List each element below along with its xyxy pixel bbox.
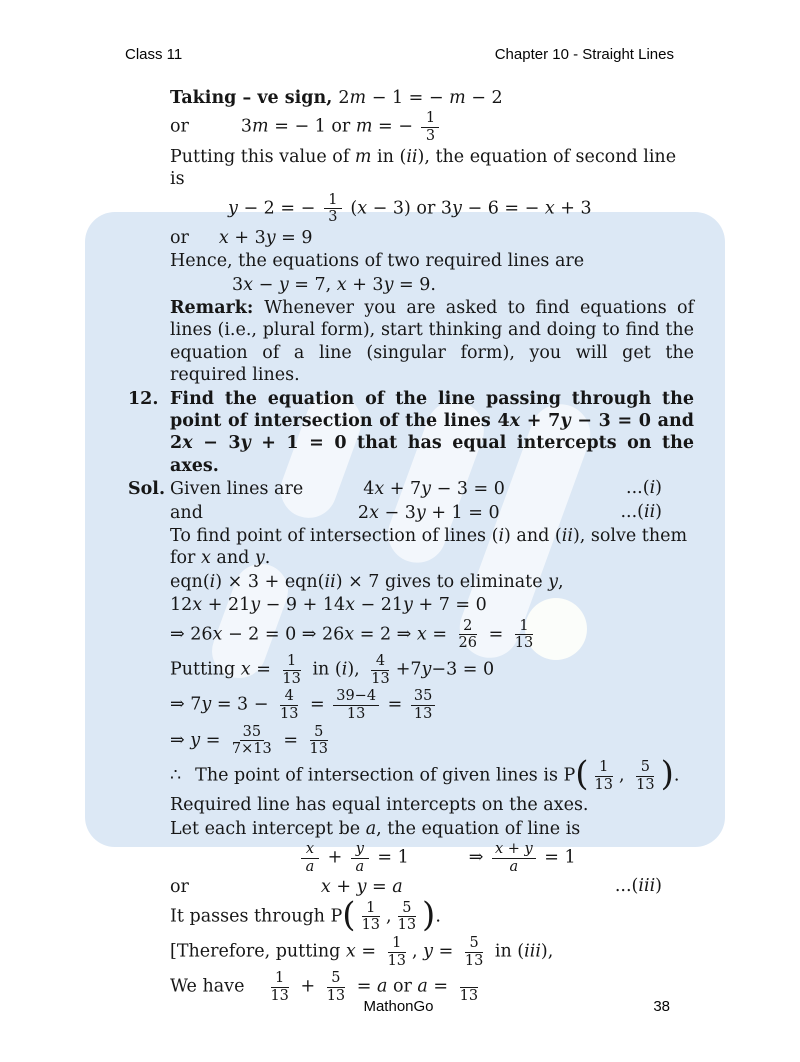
text-segment: ⇒ <box>468 847 489 868</box>
fraction-numerator: 1 <box>515 618 533 636</box>
fraction <box>456 618 480 652</box>
fraction-denominator: 13 <box>270 988 289 1005</box>
fraction <box>492 841 536 875</box>
text-segment: eqn( <box>170 571 210 592</box>
fraction <box>592 759 616 793</box>
fraction-denominator: 13 <box>464 952 484 969</box>
fraction-numerator: 35 <box>240 724 264 742</box>
text-segment: y <box>250 595 261 616</box>
text-segment: = <box>483 624 509 645</box>
text-segment: = 3 − <box>211 694 274 715</box>
text-segment: y <box>356 877 367 898</box>
text-segment: x <box>369 502 379 523</box>
fraction <box>277 688 301 722</box>
text-segment: y <box>240 433 251 454</box>
text-segment: 2 <box>338 88 350 108</box>
text-segment: ) × 7 gives to eliminate <box>335 571 549 592</box>
text-segment: x <box>416 624 427 645</box>
text-segment: Let each intercept be <box>170 818 366 839</box>
text-segment: in ( <box>371 146 407 167</box>
doc-line <box>128 227 694 249</box>
text-segment: ), the equation of second line is <box>170 146 677 190</box>
doc-line <box>128 894 694 935</box>
equation-number <box>615 875 662 897</box>
spacer <box>170 862 298 863</box>
text-segment: Taking – ve sign, <box>170 88 339 108</box>
fraction-denominator: 13 <box>387 952 407 969</box>
fraction-numerator: 1 <box>283 653 301 671</box>
text-segment: x <box>192 595 203 616</box>
text-segment: = <box>355 941 382 962</box>
doc-line <box>128 724 694 758</box>
text-segment: ⇒ <box>170 730 191 751</box>
fraction <box>395 900 419 934</box>
text-segment: ii <box>561 525 573 546</box>
text-segment: = − 1 or <box>268 117 356 138</box>
text-segment: x <box>357 198 368 219</box>
text-segment: ( <box>344 198 358 219</box>
big-paren: ( <box>575 753 589 794</box>
doc-line <box>128 297 694 387</box>
text-segment: + 3 <box>554 198 592 219</box>
doc-line <box>128 388 694 478</box>
text-segment: − 2 = 0 ⇒ 26 <box>222 624 345 645</box>
text-segment: 2 <box>357 502 370 523</box>
text-segment: [Therefore, putting <box>170 941 346 962</box>
text-segment: = − <box>372 117 419 138</box>
big-paren: ( <box>342 894 356 935</box>
text-segment: ii <box>406 146 418 167</box>
fraction-denominator: 13 <box>514 635 534 652</box>
text-segment: x <box>320 877 331 898</box>
doc-line <box>128 794 694 816</box>
fraction <box>229 724 275 758</box>
doc-line <box>128 594 694 616</box>
text-segment: y <box>278 274 289 295</box>
fraction-numerator: 35 <box>411 688 435 706</box>
text-segment: x <box>218 227 229 248</box>
text-segment: , <box>412 941 424 962</box>
text-segment: ⇒ 7 <box>170 694 202 715</box>
text-segment: ∴ <box>170 765 182 786</box>
fraction-denominator: 13 <box>326 988 346 1005</box>
text-segment: = 1 <box>538 847 576 868</box>
spacer <box>170 289 232 290</box>
text-segment: = <box>426 624 453 645</box>
fraction-numerator: 5 <box>465 935 483 953</box>
fraction-denominator: a <box>509 858 519 875</box>
text-segment: y <box>403 595 413 616</box>
text-segment: 12 <box>170 595 193 616</box>
spacer <box>303 493 363 494</box>
spacer <box>203 517 358 518</box>
fraction-numerator: 1 <box>388 935 406 953</box>
doc-line <box>128 146 694 191</box>
text-segment: ) <box>655 501 662 522</box>
text-segment: y <box>421 479 432 500</box>
text-segment: or <box>170 117 189 138</box>
text-segment: and <box>170 502 203 523</box>
text-segment: , <box>619 765 631 786</box>
fraction-denominator: 13 <box>397 917 417 934</box>
fraction-numerator <box>460 970 478 988</box>
text-segment: m <box>252 117 269 138</box>
text-segment: . <box>264 548 271 569</box>
text-segment: Hence, the equations of two required lines are <box>170 251 585 272</box>
fraction-numerator: x <box>301 841 319 859</box>
text-segment: = <box>277 730 304 751</box>
text-segment: x <box>200 548 211 569</box>
text-segment: ) × 3 + eqn( <box>215 571 325 592</box>
text-segment: x <box>544 198 555 219</box>
fraction-denominator: 13 <box>371 670 390 687</box>
text-segment: We have <box>170 977 245 998</box>
fraction <box>333 688 379 722</box>
text-segment: x <box>345 595 355 616</box>
doc-line <box>128 110 694 144</box>
header-class-label: Class 11 <box>125 46 183 63</box>
fraction-denominator: 13 <box>636 776 655 793</box>
fraction-denominator: 13 <box>309 741 328 758</box>
text-segment: a <box>417 977 428 998</box>
text-segment: 3 <box>232 274 244 295</box>
text-segment: = <box>366 877 393 898</box>
text-segment: − 3) or 3 <box>367 198 453 219</box>
text-segment: y <box>415 502 426 523</box>
text-segment: Putting <box>170 659 241 680</box>
fraction-denominator: 3 <box>425 128 436 145</box>
text-segment: = 2 ⇒ <box>354 624 417 645</box>
text-segment: y <box>383 274 394 295</box>
fraction-numerator: 2 <box>459 618 477 636</box>
text-segment: and <box>210 548 255 569</box>
fraction <box>368 653 392 687</box>
text-segment: x <box>243 274 254 295</box>
text-segment: + <box>322 847 348 868</box>
fraction <box>462 935 486 969</box>
fraction-denominator: 13 <box>459 988 479 1005</box>
fraction-numerator: 1 <box>362 900 380 918</box>
text-segment: = <box>250 659 277 680</box>
fraction-numerator: 1 <box>271 970 289 988</box>
text-segment: It passes through P <box>170 906 343 927</box>
text-segment: m <box>355 117 373 138</box>
text-segment: + 7 = 0 <box>412 595 487 616</box>
fraction-numerator: 5 <box>398 900 416 918</box>
doc-line <box>128 274 694 296</box>
doc-line <box>128 688 694 722</box>
text-segment: = 1 <box>371 847 409 868</box>
text-segment: + 3 <box>228 227 266 248</box>
text-segment: y <box>423 941 434 962</box>
doc-line <box>128 525 694 570</box>
footer-page-number: 38 <box>653 998 670 1015</box>
text-segment: ii <box>643 501 656 522</box>
text-segment: = 7, <box>288 274 337 295</box>
text-segment: y <box>452 198 462 219</box>
text-segment: − 9 + 14 <box>260 595 346 616</box>
doc-line <box>128 618 694 652</box>
text-segment: Required line has equal intercepts on the axes. <box>170 795 589 816</box>
text-segment: or <box>387 977 418 998</box>
text-segment: = <box>304 694 331 715</box>
text-segment: − 1 = − <box>366 88 450 108</box>
text-segment: ) and ( <box>504 525 562 546</box>
text-segment: a <box>365 818 377 839</box>
fraction <box>307 724 331 758</box>
text-segment: y <box>560 410 571 431</box>
text-segment: − 3 = 0 <box>431 479 505 500</box>
fraction-numerator: 4 <box>371 653 389 671</box>
text-segment: +7 <box>395 659 422 680</box>
fraction-denominator: 13 <box>594 776 613 793</box>
text-segment: + 7 <box>384 479 422 500</box>
fraction-denominator: 26 <box>458 635 477 652</box>
spacer <box>189 131 241 132</box>
fraction <box>279 653 303 687</box>
doc-line <box>128 571 694 593</box>
text-segment: ), solve them for <box>170 525 688 569</box>
spacer <box>189 242 219 243</box>
text-segment: − <box>253 274 279 295</box>
document-content <box>128 86 694 1005</box>
fraction-numerator: 4 <box>280 688 298 706</box>
text-segment: x <box>336 274 347 295</box>
text-segment: or <box>170 227 189 248</box>
page-footer <box>125 998 672 1015</box>
fraction-numerator: 1 <box>324 192 342 210</box>
doc-line <box>128 935 694 969</box>
text-segment: x <box>240 659 251 680</box>
spacer <box>170 212 228 213</box>
text-segment: = <box>200 730 226 751</box>
text-segment: i <box>341 659 348 680</box>
fraction-numerator: y <box>351 841 369 859</box>
doc-line <box>128 876 694 898</box>
fraction <box>411 688 435 722</box>
doc-line <box>128 841 694 875</box>
text-segment: Given lines are <box>170 479 304 500</box>
line-label: 12. <box>128 388 159 409</box>
text-segment: ⇒ 26 <box>170 624 213 645</box>
text-segment: iii <box>638 876 656 897</box>
fraction <box>512 618 536 652</box>
equation-number <box>620 501 662 523</box>
text-segment: m <box>354 146 372 167</box>
text-segment: x <box>374 479 385 500</box>
text-segment: − 3 = 0 and 2 <box>170 410 694 454</box>
fraction-denominator: 13 <box>361 917 381 934</box>
text-segment: Remark: <box>170 298 265 319</box>
text-segment: − 21 <box>354 595 404 616</box>
fraction-numerator: 5 <box>327 970 345 988</box>
spacer <box>181 780 195 781</box>
page-header <box>125 46 674 63</box>
spacer <box>189 891 321 892</box>
fraction-denominator: 13 <box>282 670 301 687</box>
text-segment: = <box>351 977 377 998</box>
fraction-numerator: 1 <box>595 759 613 777</box>
line-label: Sol. <box>128 479 166 500</box>
fraction-denominator: 3 <box>328 209 338 226</box>
text-segment: x <box>182 433 193 454</box>
fraction-numerator: 5 <box>636 759 654 777</box>
text-segment: − 3 <box>192 433 241 454</box>
text-segment: in ( <box>489 941 525 962</box>
big-paren: ) <box>422 894 436 935</box>
spacer <box>409 862 469 863</box>
text-segment: = 9 <box>275 227 313 248</box>
text-segment: − 3 <box>378 502 416 523</box>
text-segment: m <box>449 88 466 108</box>
fraction <box>421 110 439 144</box>
text-segment: . <box>673 765 680 786</box>
spacer <box>244 991 264 992</box>
text-segment: 4 <box>363 479 375 500</box>
text-segment: + <box>330 877 357 898</box>
text-segment: = <box>433 941 459 962</box>
text-segment: + 3 <box>346 274 384 295</box>
doc-line <box>128 87 694 109</box>
doc-line <box>128 818 694 840</box>
text-segment: ), <box>540 941 554 962</box>
fraction <box>633 759 657 793</box>
text-segment: ...( <box>614 876 639 897</box>
doc-line <box>128 250 694 272</box>
equation-number <box>626 477 662 499</box>
text-segment: The point of intersection of given lines is P <box>195 765 576 786</box>
doc-line <box>128 502 694 524</box>
text-segment: y <box>421 659 432 680</box>
fraction-denominator: 13 <box>346 705 366 722</box>
text-segment: To find point of intersection of lines ( <box>170 525 499 546</box>
text-segment: − 2 = − <box>237 198 321 219</box>
doc-line <box>128 753 694 794</box>
text-segment: i <box>498 525 505 546</box>
text-segment: ) <box>655 876 662 897</box>
text-segment: y <box>265 227 276 248</box>
fraction-denominator: a <box>305 858 315 875</box>
text-segment: y <box>201 694 212 715</box>
footer-brand: MathonGo <box>363 998 434 1015</box>
text-segment: ...( <box>620 501 644 522</box>
fraction <box>359 900 383 934</box>
text-segment: m <box>349 88 367 108</box>
fraction <box>351 841 369 875</box>
text-segment: a <box>392 877 403 898</box>
text-segment: Whenever you are asked to find equations of lines (i.e., plural form), start thinking and doing to find the equation of a line (singular form), you will get the required lines. <box>170 298 695 386</box>
text-segment: , <box>386 906 392 927</box>
text-segment: − 2 <box>465 88 503 108</box>
text-segment: x <box>344 624 355 645</box>
fraction-numerator: x + y <box>492 841 536 859</box>
fraction <box>385 935 409 969</box>
text-segment: − 6 = − <box>461 198 545 219</box>
text-segment: + 7 <box>520 410 561 431</box>
doc-line <box>128 192 694 226</box>
text-segment: = 9. <box>393 274 436 295</box>
text-segment: , the equation of line is <box>376 818 581 839</box>
text-segment: y <box>254 548 265 569</box>
text-segment: Find the equation of the line passing through the point of intersection of the lines 4 <box>170 388 694 431</box>
fraction <box>324 192 342 226</box>
text-segment: y <box>228 198 238 219</box>
text-segment: −3 = 0 <box>431 659 495 680</box>
text-segment: y <box>548 571 559 592</box>
fraction-denominator: 13 <box>413 705 433 722</box>
text-segment: + 21 <box>202 595 251 616</box>
fraction-numerator: 5 <box>310 724 328 742</box>
text-segment: in ( <box>306 659 342 680</box>
text-segment: x <box>509 410 521 431</box>
text-segment: + 1 = 0 that has equal intercepts on the axes. <box>170 433 695 476</box>
text-segment: x <box>212 624 223 645</box>
fraction-denominator: 7×13 <box>231 741 272 758</box>
text-segment: = <box>427 977 454 998</box>
big-paren: ) <box>660 753 674 794</box>
text-segment: ), <box>347 659 366 680</box>
fraction <box>301 841 319 875</box>
text-segment: i <box>649 478 656 499</box>
text-segment: y <box>190 730 201 751</box>
fraction-denominator: a <box>355 858 365 875</box>
text-segment: , <box>558 571 564 592</box>
text-segment: ...( <box>626 478 650 499</box>
text-segment: ) <box>655 478 662 499</box>
text-segment: a <box>376 977 388 998</box>
fraction-numerator: 39−4 <box>333 688 379 706</box>
text-segment: Putting this value of <box>170 146 355 167</box>
text-segment: i <box>209 571 216 592</box>
text-segment: x <box>345 941 356 962</box>
fraction-denominator: 13 <box>279 705 299 722</box>
text-segment: iii <box>524 941 541 962</box>
text-segment: . <box>435 906 441 927</box>
doc-line <box>128 653 694 687</box>
text-segment: or <box>170 877 189 898</box>
doc-line <box>128 478 694 500</box>
text-segment: 3 <box>240 117 253 138</box>
text-segment: + <box>294 977 321 998</box>
header-chapter-label: Chapter 10 - Straight Lines <box>494 46 674 63</box>
fraction-numerator: 1 <box>421 110 439 128</box>
text-segment: = <box>382 694 408 715</box>
text-segment: + 1 = 0 <box>425 502 500 523</box>
text-segment: ii <box>324 571 336 592</box>
